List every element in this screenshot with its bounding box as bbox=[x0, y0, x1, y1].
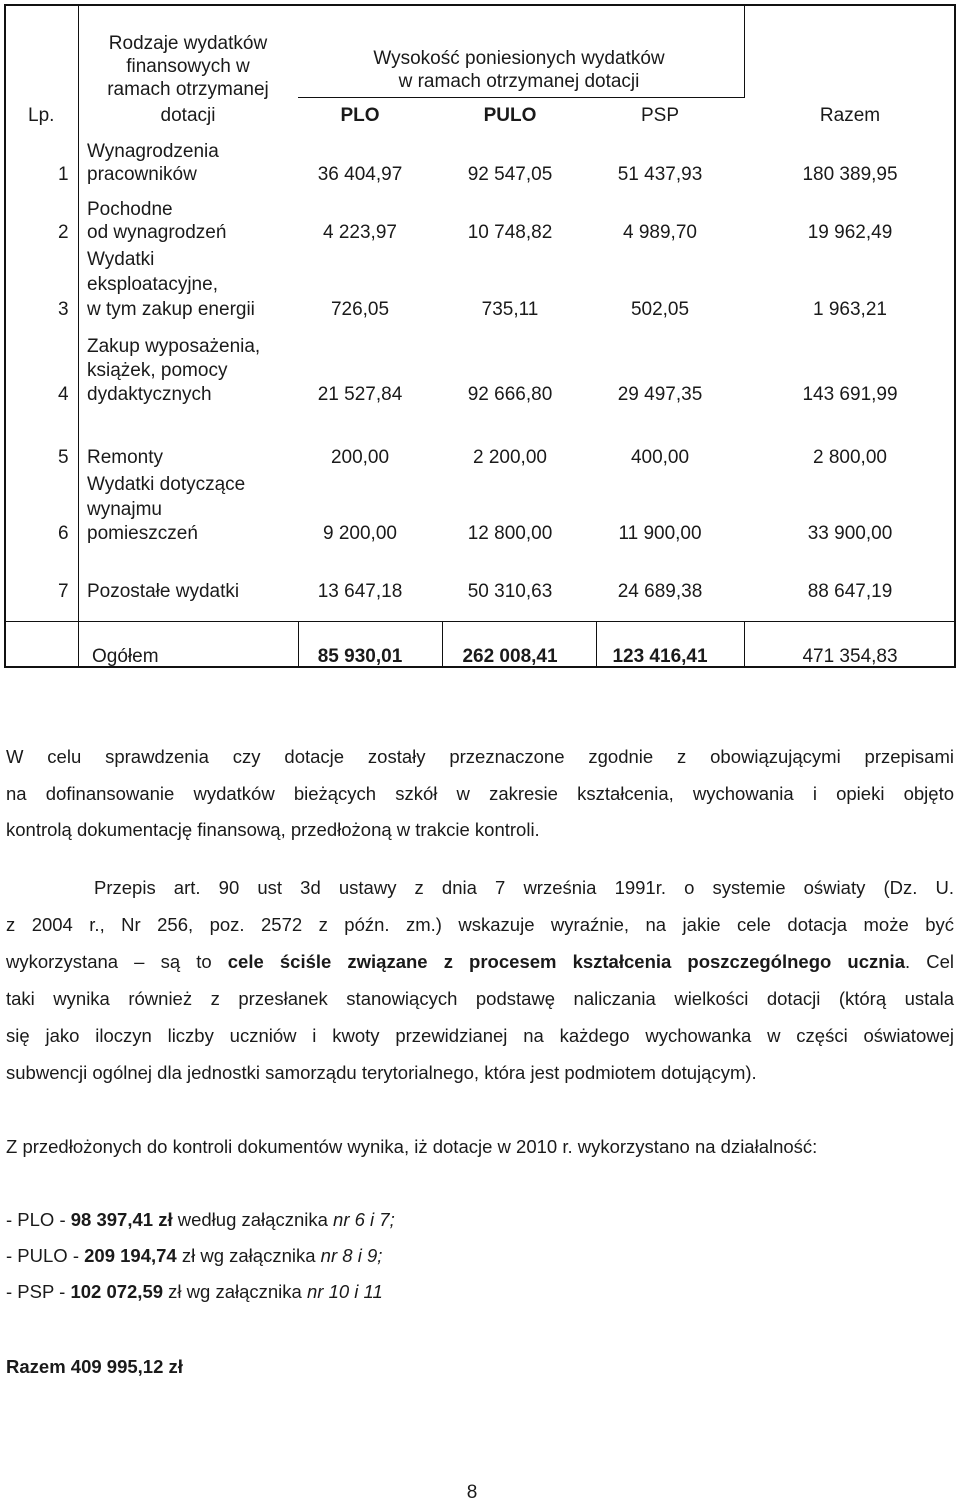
header-lp: Lp. bbox=[28, 105, 55, 126]
cell-psp: 502,05 bbox=[630, 299, 690, 320]
grid-line bbox=[298, 622, 299, 666]
cell-pulo: 92 666,80 bbox=[467, 384, 553, 405]
row-label: Wydatki dotyczące bbox=[87, 474, 246, 495]
row-lp: 1 bbox=[58, 164, 69, 185]
header-kind-line: finansowych w bbox=[126, 56, 250, 77]
row-label: Pozostałe wydatki bbox=[87, 581, 240, 602]
grid-line bbox=[596, 622, 597, 666]
cell-plo: 9 200,00 bbox=[323, 523, 397, 544]
cell-razem: 88 647,19 bbox=[807, 581, 893, 602]
cell-razem: 143 691,99 bbox=[802, 384, 898, 405]
cell-pulo: 50 310,63 bbox=[467, 581, 553, 602]
row-lp: 3 bbox=[58, 299, 69, 320]
paragraph-line: z 2004 r., Nr 256, poz. 2572 z późn. zm.) wskazuje wyraźnie, na jakie cele dotacja może być bbox=[6, 914, 954, 935]
row-label: w tym zakup energii bbox=[87, 299, 255, 320]
grid-line bbox=[744, 6, 745, 98]
row-label: dydaktycznych bbox=[87, 384, 212, 405]
cell-plo: 4 223,97 bbox=[323, 222, 397, 243]
cell-pulo: 735,11 bbox=[481, 299, 539, 320]
row-label: Pochodne bbox=[87, 199, 173, 220]
row-lp: 4 bbox=[58, 384, 69, 405]
row-lp: 2 bbox=[58, 222, 69, 243]
col-header-psp: PSP bbox=[640, 105, 680, 126]
list-item: - PULO - 209 194,74 zł wg załącznika nr 8 i 9; bbox=[6, 1245, 383, 1266]
total-plo: 85 930,01 bbox=[317, 646, 403, 667]
header-kind-line: ramach otrzymanej bbox=[107, 79, 269, 100]
col-header-pulo: PULO bbox=[483, 105, 537, 126]
row-label: pomieszczeń bbox=[87, 523, 198, 544]
page-number: 8 bbox=[466, 1482, 478, 1503]
cell-pulo: 10 748,82 bbox=[467, 222, 553, 243]
summary-total: Razem 409 995,12 zł bbox=[6, 1356, 183, 1377]
header-kind-line: Rodzaje wydatków bbox=[108, 33, 268, 54]
cell-pulo: 2 200,00 bbox=[473, 447, 547, 468]
grid-line bbox=[298, 97, 744, 98]
list-item: - PSP - 102 072,59 zł wg załącznika nr 10 i 11 bbox=[6, 1281, 383, 1302]
row-label: Remonty bbox=[87, 447, 164, 468]
paragraph-line: subwencji ogólnej dla jednostki samorządu terytorialnego, która jest podmiotem dotującym). bbox=[6, 1062, 757, 1083]
cell-razem: 19 962,49 bbox=[807, 222, 893, 243]
col-header-razem: Razem bbox=[819, 105, 881, 126]
cell-razem: 2 800,00 bbox=[813, 447, 887, 468]
cell-psp: 24 689,38 bbox=[617, 581, 703, 602]
row-label: Wynagrodzenia bbox=[87, 141, 219, 162]
cell-psp: 29 497,35 bbox=[617, 384, 703, 405]
total-label: Ogółem bbox=[92, 646, 159, 667]
cell-plo: 36 404,97 bbox=[317, 164, 403, 185]
total-pulo: 262 008,41 bbox=[462, 646, 558, 667]
paragraph-line: Z przedłożonych do kontroli dokumentów wynika, iż dotacje w 2010 r. wykorzystano na działalność: bbox=[6, 1136, 818, 1157]
header-amount-subtitle: w ramach otrzymanej dotacji bbox=[398, 71, 640, 92]
cell-psp: 51 437,93 bbox=[617, 164, 703, 185]
row-lp: 6 bbox=[58, 523, 69, 544]
paragraph-line: taki wynika również z przesłanek stanowiących podstawę naliczania wielkości dotacji (którą ustala bbox=[6, 988, 954, 1009]
row-lp: 7 bbox=[58, 581, 69, 602]
cell-plo: 21 527,84 bbox=[317, 384, 403, 405]
paragraph-line: na dofinansowanie wydatków bieżących szkół w zakresie kształcenia, wychowania i opieki objęto bbox=[6, 783, 954, 804]
paragraph-line: wykorzystana – są to cele ściśle związane z procesem kształcenia poszczególnego ucznia. Cel bbox=[6, 951, 954, 972]
cell-pulo: 92 547,05 bbox=[467, 164, 553, 185]
row-label: eksploatacyjne, bbox=[87, 274, 218, 295]
cell-razem: 180 389,95 bbox=[802, 164, 898, 185]
header-amount-title: Wysokość poniesionych wydatków bbox=[373, 48, 665, 69]
grid-line bbox=[6, 621, 954, 622]
paragraph-line: Przepis art. 90 ust 3d ustawy z dnia 7 września 1991r. o systemie oświaty (Dz. U. bbox=[94, 877, 954, 898]
cell-plo: 726,05 bbox=[330, 299, 390, 320]
row-label: Zakup wyposażenia, bbox=[87, 336, 261, 357]
paragraph-line: W celu sprawdzenia czy dotacje zostały przeznaczone zgodnie z obowiązującymi przepisami bbox=[6, 746, 954, 767]
grid-line bbox=[744, 622, 745, 666]
row-label: wynajmu bbox=[87, 499, 162, 520]
row-label: od wynagrodzeń bbox=[87, 222, 227, 243]
list-item: - PLO - 98 397,41 zł według załącznika nr 6 i 7; bbox=[6, 1209, 395, 1230]
row-label: Wydatki bbox=[87, 249, 155, 270]
header-kind-line: dotacji bbox=[160, 105, 216, 126]
cell-razem: 33 900,00 bbox=[807, 523, 893, 544]
total-psp: 123 416,41 bbox=[612, 646, 708, 667]
row-label: pracowników bbox=[87, 164, 197, 185]
col-header-plo: PLO bbox=[340, 105, 380, 126]
cell-razem: 1 963,21 bbox=[813, 299, 887, 320]
total-razem: 471 354,83 bbox=[802, 646, 898, 667]
cell-psp: 11 900,00 bbox=[618, 523, 702, 544]
cell-psp: 4 989,70 bbox=[623, 222, 697, 243]
grid-line bbox=[442, 622, 443, 666]
paragraph-line: się jako iloczyn liczby uczniów i kwoty przewidzianej na każdego wychowanka w części oświatowej bbox=[6, 1025, 954, 1046]
row-label: książek, pomocy bbox=[87, 360, 228, 381]
row-lp: 5 bbox=[58, 447, 69, 468]
cell-plo: 13 647,18 bbox=[317, 581, 403, 602]
paragraph-line: kontrolą dokumentację finansową, przedłożoną w trakcie kontroli. bbox=[6, 819, 540, 840]
cell-pulo: 12 800,00 bbox=[467, 523, 553, 544]
cell-plo: 200,00 bbox=[330, 447, 390, 468]
cell-psp: 400,00 bbox=[630, 447, 690, 468]
